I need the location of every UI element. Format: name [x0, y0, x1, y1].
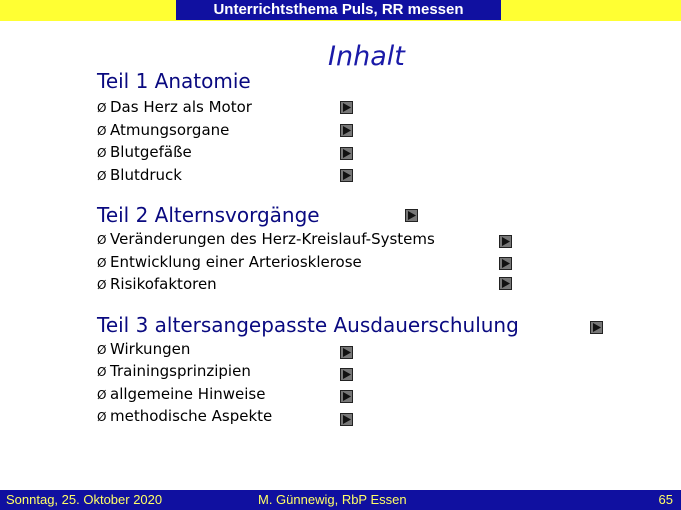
nav-button-blutdruck[interactable]	[340, 169, 353, 182]
nav-button-atmungsorgane[interactable]	[340, 124, 353, 137]
nav-button-hinweise[interactable]	[340, 390, 353, 403]
play-triangle-icon	[341, 125, 352, 136]
list-item-label: Wirkungen	[110, 340, 191, 358]
bullet-arrow-icon: Ø	[97, 146, 107, 160]
list-item	[97, 338, 190, 360]
play-triangle-icon	[406, 210, 417, 221]
list-item	[97, 228, 435, 250]
play-triangle-icon	[341, 148, 352, 159]
list-item-label: Veränderungen des Herz-Kreislauf-Systems	[110, 230, 435, 248]
bullet-arrow-icon: Ø	[97, 256, 107, 270]
list-item-label: Atmungsorgane	[110, 121, 230, 139]
footer-date: Sonntag, 25. Oktober 2020	[6, 492, 163, 507]
footer-bar	[0, 490, 681, 510]
list-item-label: allgemeine Hinweise	[110, 385, 266, 403]
list-item	[97, 141, 192, 163]
section-heading-teil-1: Teil 1 Anatomie	[97, 69, 251, 93]
bullet-arrow-icon: Ø	[97, 233, 107, 247]
play-triangle-icon	[341, 369, 352, 380]
nav-button-aspekte[interactable]	[340, 413, 353, 426]
slide-title: Unterrichtsthema Puls, RR messen	[176, 0, 501, 20]
list-item	[97, 164, 182, 186]
play-triangle-icon	[500, 258, 511, 269]
nav-button-herz-motor[interactable]	[340, 101, 353, 114]
bullet-arrow-icon: Ø	[97, 124, 107, 138]
play-triangle-icon	[500, 236, 511, 247]
page-number: 65	[658, 492, 673, 507]
bullet-arrow-icon: Ø	[97, 343, 107, 357]
bullet-arrow-icon: Ø	[97, 169, 107, 183]
list-item	[97, 383, 265, 405]
nav-button-blutgefaesse[interactable]	[340, 147, 353, 160]
list-item	[97, 360, 251, 382]
nav-button-veraenderungen[interactable]	[499, 235, 512, 248]
play-triangle-icon	[341, 170, 352, 181]
nav-button-trainingsprinzipien[interactable]	[340, 368, 353, 381]
inhalt-label: Inhalt	[328, 41, 405, 72]
play-triangle-icon	[341, 391, 352, 402]
list-item-label: Entwicklung einer Arteriosklerose	[110, 253, 362, 271]
nav-button-teil-2[interactable]	[405, 209, 418, 222]
nav-button-risikofaktoren[interactable]	[499, 277, 512, 290]
bullet-arrow-icon: Ø	[97, 410, 107, 424]
bullet-arrow-icon: Ø	[97, 278, 107, 292]
nav-button-wirkungen[interactable]	[340, 346, 353, 359]
list-item-label: Das Herz als Motor	[110, 98, 252, 116]
list-item	[97, 251, 362, 273]
nav-button-teil-3[interactable]	[590, 321, 603, 334]
play-triangle-icon	[500, 278, 511, 289]
footer-author: M. Günnewig, RbP Essen	[258, 492, 407, 507]
list-item-label: Trainingsprinzipien	[110, 362, 251, 380]
bullet-arrow-icon: Ø	[97, 365, 107, 379]
list-item-label: Blutgefäße	[110, 143, 192, 161]
nav-button-arteriosklerose[interactable]	[499, 257, 512, 270]
bullet-arrow-icon: Ø	[97, 101, 107, 115]
play-triangle-icon	[341, 347, 352, 358]
list-item-label: Risikofaktoren	[110, 275, 217, 293]
list-item	[97, 96, 252, 118]
play-triangle-icon	[341, 102, 352, 113]
section-heading-teil-3: Teil 3 altersangepasste Ausdauerschulung	[97, 313, 519, 337]
list-item-label: methodische Aspekte	[110, 407, 273, 425]
bullet-arrow-icon: Ø	[97, 388, 107, 402]
play-triangle-icon	[341, 414, 352, 425]
play-triangle-icon	[591, 322, 602, 333]
list-item	[97, 119, 229, 141]
list-item-label: Blutdruck	[110, 166, 182, 184]
list-item	[97, 273, 217, 295]
section-heading-teil-2: Teil 2 Alternsvorgänge	[97, 203, 320, 227]
list-item	[97, 405, 272, 427]
